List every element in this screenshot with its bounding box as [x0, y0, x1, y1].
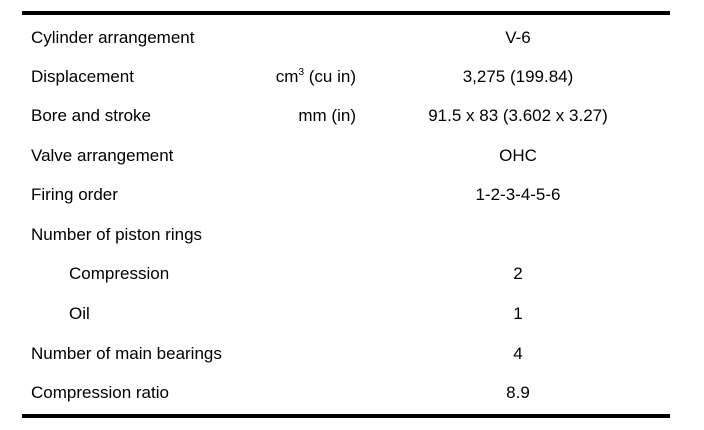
unit-exponent: 3	[298, 67, 305, 78]
spec-row-valve-arrangement	[0, 136, 704, 175]
spec-label: Oil	[69, 304, 90, 323]
spec-label: Valve arrangement	[31, 146, 174, 165]
top-rule	[22, 11, 670, 15]
spec-value: 91.5 x 83 (3.602 x 3.27)	[428, 106, 608, 125]
spec-label: Bore and stroke	[31, 106, 152, 125]
spec-label: Compression ratio	[31, 383, 169, 402]
spec-row-piston-rings	[0, 215, 704, 254]
bottom-rule	[22, 414, 670, 418]
spec-unit: mm (in)	[298, 106, 356, 125]
spec-row-bore-and-stroke	[0, 96, 704, 135]
spec-value: 3,275 (199.84)	[462, 67, 574, 86]
spec-label: Firing order	[31, 185, 118, 204]
spec-value: 1-2-3-4-5-6	[475, 185, 561, 204]
spec-label: Cylinder arrangement	[31, 28, 195, 47]
spec-row-displacement	[0, 57, 704, 96]
spec-label: Number of piston rings	[31, 225, 203, 244]
spec-row-main-bearings	[0, 334, 704, 373]
spec-value: 4	[513, 344, 523, 363]
spec-value: V-6	[505, 28, 531, 47]
spec-value: OHC	[499, 146, 537, 165]
spec-value: 8.9	[506, 383, 530, 402]
spec-value: 1	[513, 304, 523, 323]
spec-row-cylinder-arrangement	[0, 18, 704, 57]
spec-row-compression-ratio	[0, 373, 704, 412]
spec-value: 2	[513, 264, 523, 283]
spec-row-oil-rings	[0, 294, 704, 333]
spec-unit	[276, 57, 356, 96]
spec-label: Displacement	[31, 67, 134, 86]
spec-row-firing-order	[0, 175, 704, 214]
spec-row-compression-rings	[0, 254, 704, 293]
spec-label: Number of main bearings	[31, 344, 222, 363]
unit-rest: (cu in)	[304, 67, 356, 86]
unit-base: cm	[275, 67, 299, 86]
spec-label: Compression	[69, 264, 170, 283]
